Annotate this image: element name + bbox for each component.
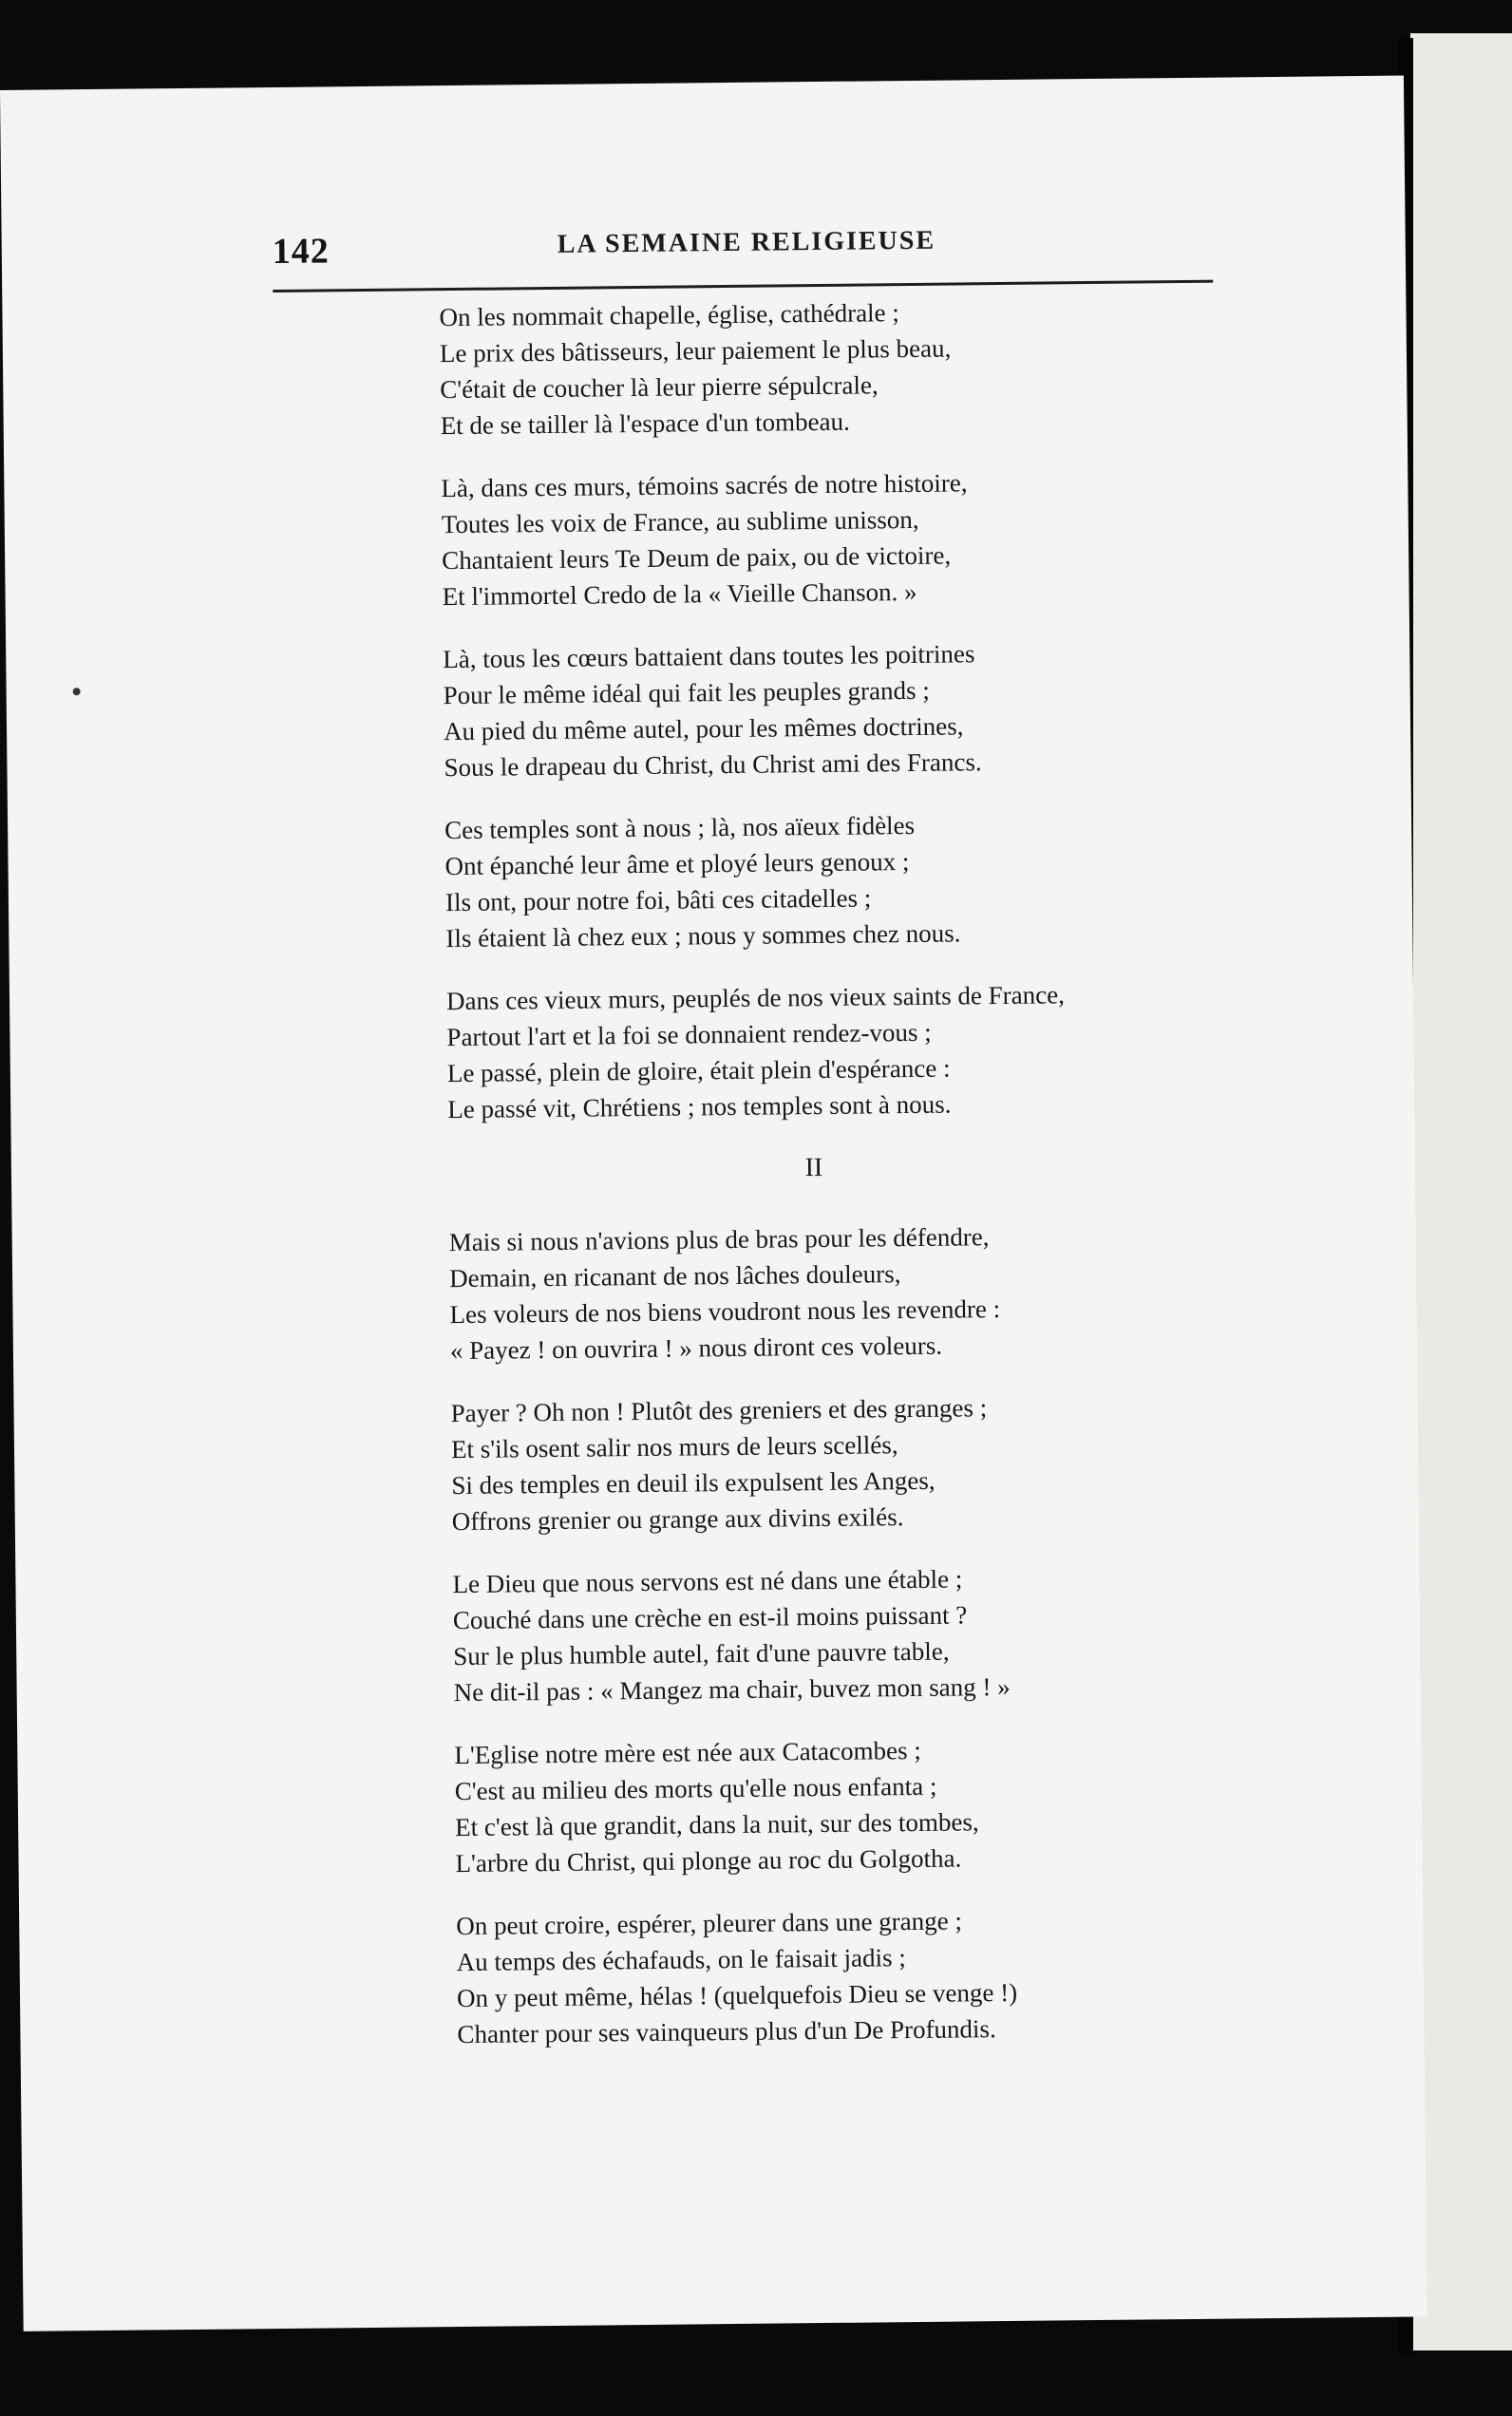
stanza — [449, 1217, 1182, 1368]
verse-line: On y peut même, hélas ! (quelquefois Dieu se venge !) — [456, 1977, 1018, 2013]
page-header — [273, 216, 1213, 273]
verse-line: Sous le drapeau du Christ, du Christ ami des Francs. — [444, 747, 982, 783]
verse-line: Le Dieu que nous servons est né dans une étable ; — [452, 1564, 963, 1599]
verse-line: Ils ont, pour notre foi, bâti ces citadelles ; — [444, 883, 872, 917]
verse-line: Et s'ils osent salir nos murs de leurs scellés, — [450, 1430, 898, 1464]
scan-speck — [73, 688, 81, 695]
verse-line: On les nommait chapelle, église, cathédrale ; — [439, 298, 899, 332]
section-number: II — [804, 1152, 823, 1183]
verse-line: Sur le plus humble autel, fait d'une pauvre table, — [453, 1636, 950, 1671]
book-page — [0, 76, 1427, 2331]
stanza — [439, 292, 1172, 444]
verse-line: Et de se tailler là l'espace d'un tombeau. — [440, 406, 850, 441]
verse-line: Partout l'art et la foi se donnaient rendez-vous ; — [446, 1017, 932, 1052]
verse-line: Le passé vit, Chrétiens ; nos temples sont à nous. — [447, 1089, 952, 1124]
verse-line: Au temps des échafauds, on le faisait jadis ; — [456, 1943, 906, 1977]
verse-line: Ils étaient là chez eux ; nous y sommes chez nous. — [445, 918, 961, 953]
verse-line: Et c'est là que grandit, dans la nuit, sur des tombes, — [455, 1807, 979, 1842]
verse-line: On peut croire, espérer, pleurer dans une grange ; — [456, 1906, 963, 1941]
stanza — [441, 462, 1174, 614]
verse-line: Ces temples sont à nous ; là, nos aïeux fidèles — [444, 810, 916, 845]
verse-line: Dans ces vieux murs, peuplés de nos vieux saints de France, — [445, 980, 1066, 1016]
verse-line: Payer ? Oh non ! Plutôt des greniers et des granges ; — [450, 1393, 988, 1428]
verse-line: Le passé, plein de gloire, était plein d'espérance : — [446, 1053, 951, 1088]
verse-line: Couché dans une crèche en est-il moins puissant ? — [452, 1600, 968, 1635]
verse-line: C'était de coucher là leur pierre sépulcrale, — [440, 370, 879, 405]
header-rule — [273, 280, 1213, 293]
verse-line: Là, dans ces murs, témoins sacrés de notre histoire, — [441, 468, 968, 503]
verse-line: Là, tous les cœurs battaient dans toutes les poitrines — [443, 639, 975, 674]
verse-line: Chanter pour ses vainqueurs plus d'un De Profundis. — [457, 2014, 996, 2049]
verse-line: Offrons grenier ou grange aux divins exilés. — [451, 1502, 904, 1537]
verse-line: Ont épanché leur âme et ployé leurs genoux ; — [444, 847, 910, 881]
stanza — [446, 975, 1180, 1127]
verse-line: « Payez ! on ouvrira ! » nous diront ces voleurs. — [449, 1331, 943, 1366]
verse-line: Le prix des bâtisseurs, leur paiement le plus beau, — [439, 333, 952, 368]
verse-line: Pour le même idéal qui fait les peuples grands ; — [443, 675, 930, 710]
verse-line: Si des temples en deuil ils expulsent les Anges, — [451, 1465, 936, 1501]
poem-part-one — [439, 292, 1179, 1127]
poem-body — [439, 292, 1189, 2079]
stanza — [450, 1387, 1183, 1539]
verse-line: Et l'immortel Credo de la « Vieille Chanson. » — [442, 576, 917, 612]
poem-part-two — [449, 1217, 1189, 2052]
page-number: 142 — [272, 231, 331, 273]
verse-line: Les voleurs de nos biens voudront nous les revendre : — [449, 1294, 1001, 1330]
stanza — [452, 1558, 1185, 1710]
verse-line: Ne dit-il pas : « Mangez ma chair, buvez mon sang ! » — [453, 1671, 1011, 1708]
stanza — [444, 804, 1178, 956]
verse-line: L'Eglise notre mère est née aux Catacombes ; — [454, 1735, 921, 1770]
verse-line: Au pied du même autel, pour les mêmes doctrines, — [443, 711, 964, 746]
verse-line: Chantaient leurs Te Deum de paix, ou de victoire, — [442, 540, 952, 576]
stanza — [456, 1900, 1189, 2052]
verse-line: Toutes les voix de France, au sublime unisson, — [441, 504, 919, 539]
verse-line: Mais si nous n'avions plus de bras pour les défendre, — [448, 1222, 990, 1257]
stanza — [454, 1729, 1187, 1881]
verse-line: L'arbre du Christ, qui plonge au roc du Golgotha. — [455, 1843, 962, 1878]
running-title: LA SEMAINE RELIGIEUSE — [557, 225, 936, 259]
facing-page-edge — [1410, 33, 1512, 2350]
verse-line: C'est au milieu des morts qu'elle nous enfanta ; — [454, 1771, 937, 1806]
verse-line: Demain, en ricanant de nos lâches douleurs, — [448, 1259, 901, 1293]
stanza — [443, 633, 1176, 785]
